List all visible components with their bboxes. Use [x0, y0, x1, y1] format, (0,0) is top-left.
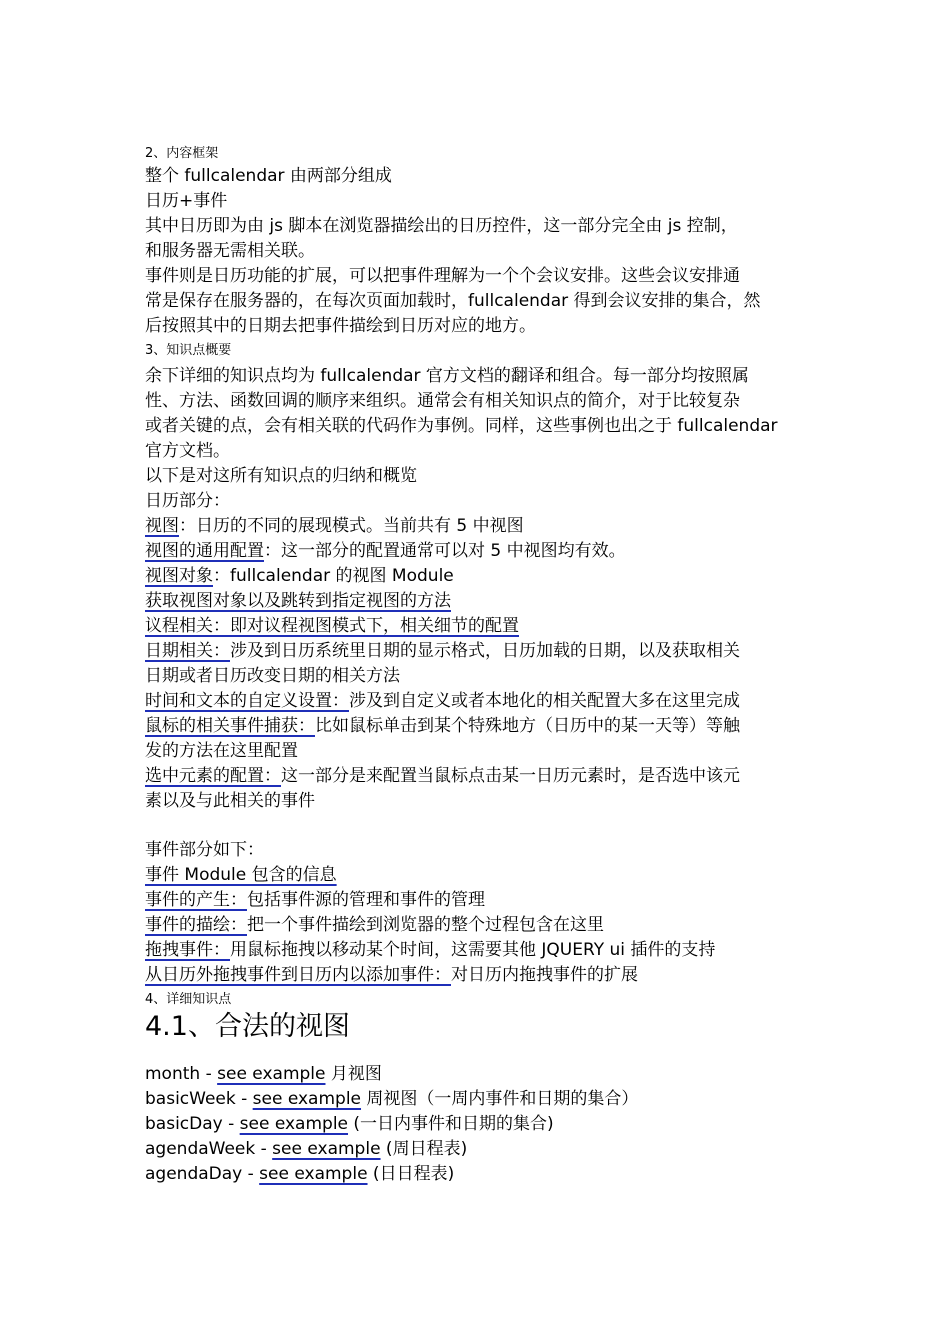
link-event-dragging[interactable]: 拖拽事件： — [145, 940, 230, 960]
section-heading-content-framework: 2、内容框架 — [145, 146, 219, 161]
link-external-drag[interactable]: 从日历外拖拽事件到日历内以添加事件： — [145, 965, 451, 985]
list-item — [145, 614, 519, 638]
paragraph: 其中日历即为由 js 脚本在浏览器描绘出的日历控件，这一部分完全由 js 控制， — [145, 216, 738, 236]
link-date-options[interactable]: 日期相关： — [145, 641, 230, 661]
list-item: 事件的描绘：把一个事件描绘到浏览器的整个过程包含在这里 — [145, 915, 604, 935]
paragraph: 以下是对这所有知识点的归纳和概览 — [145, 466, 417, 486]
paragraph: 余下详细的知识点均为 fullcalendar 官方文档的翻译和组合。每一部分均按照属 — [145, 366, 749, 386]
link-selection-config[interactable]: 选中元素的配置： — [145, 766, 281, 786]
paragraph: 或者关键的点，会有相关联的代码作为事例。同样，这些事例也出之于 fullcalendar — [145, 416, 778, 436]
see-example-link[interactable]: see example — [217, 1064, 326, 1084]
list-item: 时间和文本的自定义设置：涉及到自定义或者本地化的相关配置大多在这里完成 — [145, 691, 740, 711]
link-mouse-events[interactable]: 鼠标的相关事件捕获： — [145, 716, 315, 736]
list-item: 从日历外拖拽事件到日历内以添加事件：对日历内拖拽事件的扩展 — [145, 965, 638, 985]
list-item: 视图：日历的不同的展现模式。当前共有 5 中视图 — [145, 516, 524, 536]
list-item: 拖拽事件：用鼠标拖拽以移动某个时间，这需要其他 JQUERY ui 插件的支持 — [145, 940, 716, 960]
link-views[interactable]: 视图 — [145, 516, 179, 536]
paragraph: 官方文档。 — [145, 441, 230, 461]
link-view-common-config[interactable]: 视图的通用配置 — [145, 541, 264, 561]
list-item: 选中元素的配置：这一部分是来配置当鼠标点击某一日历元素时，是否选中该元 — [145, 766, 740, 786]
list-item-continued: 素以及与此相关的事件 — [145, 791, 315, 811]
paragraph: 事件则是日历功能的扩展，可以把事件理解为一个个会议安排。这些会议安排通 — [145, 266, 740, 286]
link-get-view-object[interactable]: 获取视图对象以及跳转到指定视图的方法 — [145, 591, 451, 611]
list-item: 日期相关：涉及到日历系统里日期的显示格式，日历加载的日期，以及获取相关 — [145, 641, 740, 661]
paragraph: 整个 fullcalendar 由两部分组成 — [145, 166, 392, 186]
list-item: 视图的通用配置：这一部分的配置通常可以对 5 中视图均有效。 — [145, 541, 626, 561]
list-item: 鼠标的相关事件捕获：比如鼠标单击到某个特殊地方（日历中的某一天等）等触 — [145, 716, 740, 736]
paragraph: 性、方法、函数回调的顺序来组织。通常会有相关知识点的简介，对于比较复杂 — [145, 391, 740, 411]
view-list-item: agendaWeek - see example (周日程表) — [145, 1139, 468, 1159]
paragraph: 常是保存在服务器的，在每次页面加载时，fullcalendar 得到会议安排的集合，然 — [145, 291, 761, 311]
calendar-part-label: 日历部分： — [145, 491, 230, 511]
subsection-title: 4.1、合法的视图 — [145, 1011, 350, 1042]
link-event-module[interactable]: 事件 Module 包含的信息 — [145, 865, 337, 885]
see-example-link[interactable]: see example — [259, 1164, 368, 1184]
see-example-link[interactable]: see example — [252, 1089, 362, 1109]
see-example-link[interactable]: see example — [239, 1114, 349, 1134]
link-agenda-options[interactable]: 议程相关：即对议程视图模式下，相关细节的配置 — [145, 616, 519, 636]
list-item-continued: 发的方法在这里配置 — [145, 741, 298, 761]
section-heading-overview: 3、知识点概要 — [145, 343, 232, 358]
paragraph: 日历+事件 — [145, 191, 228, 211]
link-event-generation[interactable]: 事件的产生： — [145, 890, 247, 910]
see-example-link[interactable]: see example — [272, 1139, 381, 1159]
list-item-continued: 日期或者日历改变日期的相关方法 — [145, 666, 400, 686]
section-heading-details: 4、详细知识点 — [145, 992, 232, 1007]
view-list-item: basicDay - see example (一日内事件和日期的集合) — [145, 1114, 554, 1134]
list-item: 事件的产生：包括事件源的管理和事件的管理 — [145, 890, 485, 910]
paragraph: 后按照其中的日期去把事件描绘到日历对应的地方。 — [145, 316, 536, 336]
view-list-item: month - see example 月视图 — [145, 1064, 382, 1084]
link-event-rendering[interactable]: 事件的描绘： — [145, 915, 247, 935]
view-list-item: basicWeek - see example 周视图（一周内事件和日期的集合） — [145, 1089, 639, 1109]
list-item — [145, 863, 337, 887]
list-item: 视图对象：fullcalendar 的视图 Module — [145, 566, 454, 586]
list-item — [145, 589, 451, 613]
paragraph: 和服务器无需相关联。 — [145, 241, 315, 261]
link-view-object[interactable]: 视图对象 — [145, 566, 213, 586]
event-part-label: 事件部分如下： — [145, 840, 264, 860]
view-list-item: agendaDay - see example (日日程表) — [145, 1164, 455, 1184]
link-time-text-custom[interactable]: 时间和文本的自定义设置： — [145, 691, 349, 711]
